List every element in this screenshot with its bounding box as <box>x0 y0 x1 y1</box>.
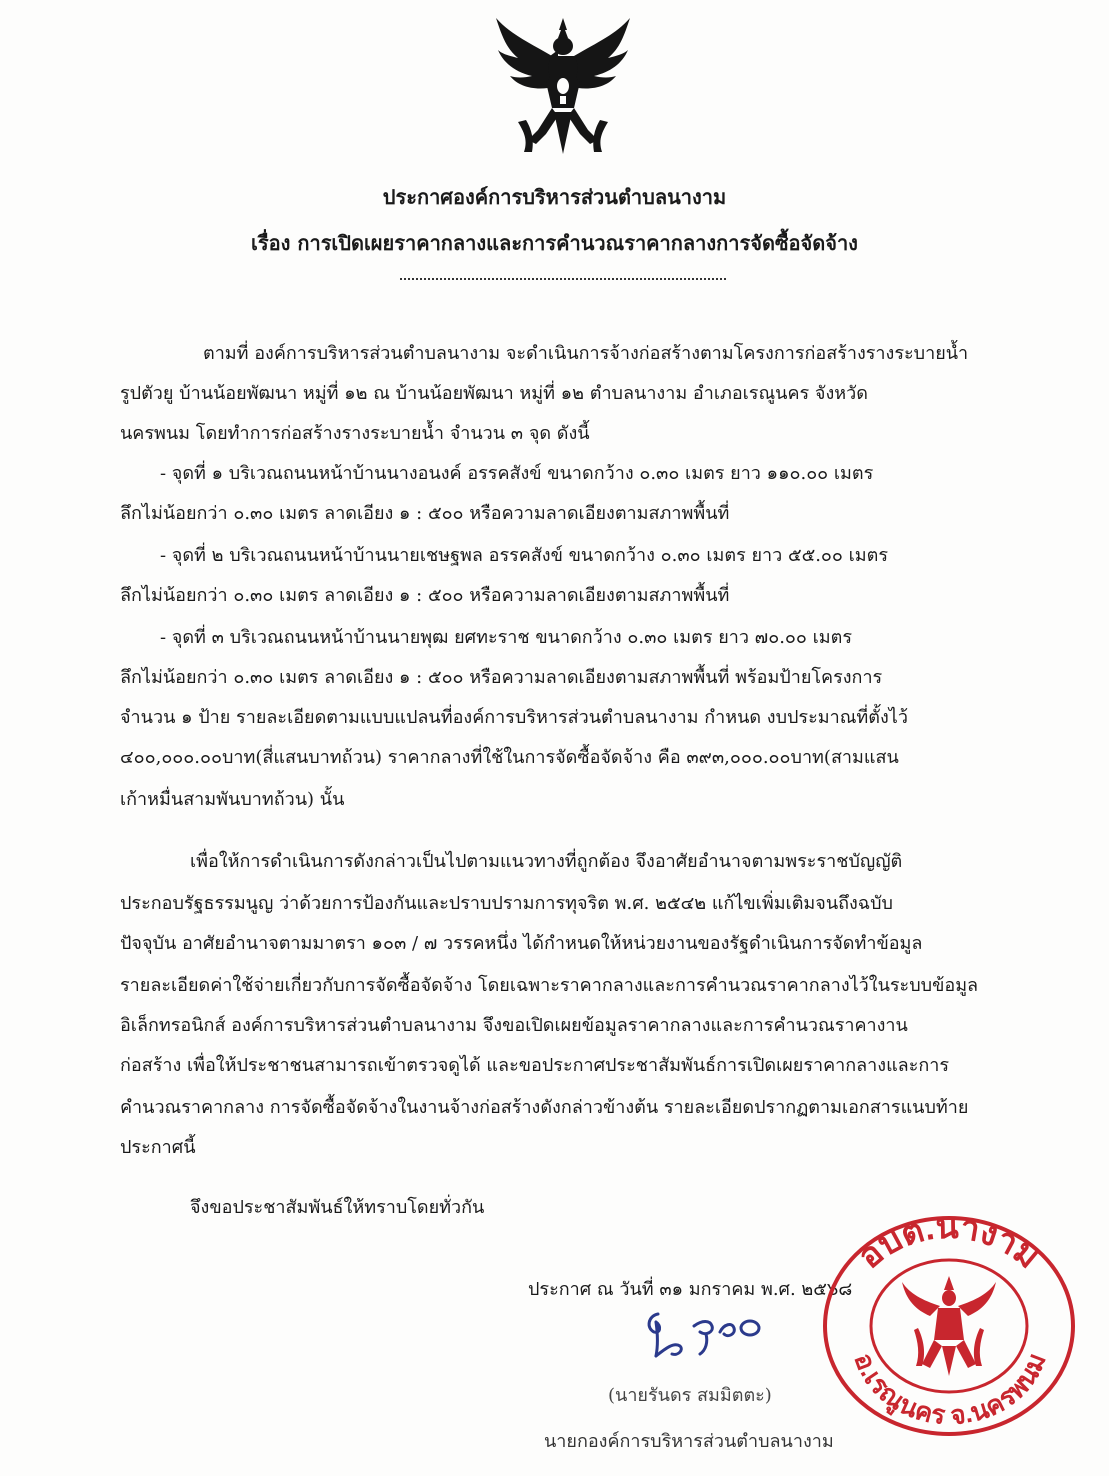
paragraph-2-line: อิเล็กทรอนิกส์ องค์การบริหารส่วนตำบลนางาม จึงขอเปิดเผยข้อมูลราคากลางและการคำนวณราคางาน <box>120 1015 908 1036</box>
paragraph-2-line: ประกอบรัฐธรรมนูญ ว่าด้วยการป้องกันและปราบปรามการทุจริต พ.ศ. ๒๕๔๒ แก้ไขเพิ่มเติมจนถึงฉบับ <box>120 893 893 914</box>
paragraph-1-line: ตามที่ องค์การบริหารส่วนตำบลนางาม จะดำเนินการจ้างก่อสร้างตามโครงการก่อสร้างรางระบายน้ำ <box>203 343 969 364</box>
paragraph-2-line: ประกาศนี้ <box>120 1137 196 1158</box>
announcement-title: ประกาศองค์การบริหารส่วนตำบลนางาม <box>382 185 727 209</box>
paragraph-1-line: รูปตัวยู บ้านน้อยพัฒนา หมู่ที่ ๑๒ ณ บ้านน้อยพัฒนา หมู่ที่ ๑๒ ตำบลนางาม อำเภอเรณูนคร จังหวัด <box>120 383 868 404</box>
paragraph-1-line: ๔๐๐,๐๐๐.๐๐บาท(สี่แสนบาทถ้วน) ราคากลางที่ใช้ในการจัดซื้อจัดจ้าง คือ ๓๙๓,๐๐๐.๐๐บาท(สามแสน <box>120 747 899 768</box>
announcement-date: ประกาศ ณ วันที่ ๓๑ มกราคม พ.ศ. ๒๕๖๘ <box>528 1279 853 1300</box>
seal-bottom-text: อ.เรณูนคร จ.นครพนม <box>848 1348 1052 1431</box>
paragraph-2-line: ก่อสร้าง เพื่อให้ประชาชนสามารถเข้าตรวจดูได้ และขอประกาศประชาสัมพันธ์การเปิดเผยราคากลางและการ <box>120 1055 950 1076</box>
dotted-divider <box>400 278 726 280</box>
signer-name: (นายรันดร สมมิตตะ) <box>608 1385 772 1406</box>
garuda-emblem-icon <box>488 12 638 162</box>
seal-top-text: อบต.นางาม <box>850 1210 1048 1277</box>
svg-text:อบต.นางาม <box>851 1210 1047 1276</box>
paragraph-1-line: ลึกไม่น้อยกว่า ๐.๓๐ เมตร ลาดเอียง ๑ : ๕๐๐ หรือความลาดเอียงตามสภาพพื้นที่ <box>120 585 730 606</box>
paragraph-2-line: เพื่อให้การดำเนินการดังกล่าวเป็นไปตามแนวทางที่ถูกต้อง จึงอาศัยอำนาจตามพระราชบัญญัติ <box>190 851 903 872</box>
handwritten-signature <box>640 1302 770 1362</box>
closing-statement: จึงขอประชาสัมพันธ์ให้ทราบโดยทั่วกัน <box>190 1197 485 1218</box>
paragraph-1-line: จำนวน ๑ ป้าย รายละเอียดตามแบบแปลนที่องค์การบริหารส่วนตำบลนางาม กำหนด งบประมาณที่ตั้งไว้ <box>120 707 908 728</box>
paragraph-1-line: - จุดที่ ๓ บริเวณถนนหน้าบ้านนายพุฒ ยศทะราช ขนาดกว้าง ๐.๓๐ เมตร ยาว ๗๐.๐๐ เมตร <box>160 627 852 648</box>
announcement-subject: เรื่อง การเปิดเผยราคากลางและการคำนวณราคากลางการจัดซื้อจัดจ้าง <box>251 231 858 255</box>
paragraph-1-line: ลึกไม่น้อยกว่า ๐.๓๐ เมตร ลาดเอียง ๑ : ๕๐๐ หรือความลาดเอียงตามสภาพพื้นที่ <box>120 503 730 524</box>
paragraph-2-line: รายละเอียดค่าใช้จ่ายเกี่ยวกับการจัดซื้อจัดจ้าง โดยเฉพาะราคากลางและการคำนวณราคากลางไว้ในระบบข้อมูล <box>120 975 979 996</box>
paragraph-1-line: - จุดที่ ๑ บริเวณถนนหน้าบ้านนางอนงค์ อรรคสังข์ ขนาดกว้าง ๐.๓๐ เมตร ยาว ๑๑๐.๐๐ เมตร <box>160 463 874 484</box>
signer-position: นายกองค์การบริหารส่วนตำบลนางาม <box>544 1431 834 1452</box>
paragraph-1-line: นครพนม โดยทำการก่อสร้างรางระบายน้ำ จำนวน ๓ จุด ดังนี้ <box>120 423 590 444</box>
paragraph-2-line: คำนวณราคากลาง การจัดซื้อจัดจ้างในงานจ้างก่อสร้างดังกล่าวข้างต้น รายละเอียดปรากฏตามเอกสารแนบท้าย <box>120 1097 969 1118</box>
official-seal-stamp <box>818 1210 1080 1442</box>
paragraph-2-line: ปัจจุบัน อาศัยอำนาจตามมาตรา ๑๐๓ / ๗ วรรคหนึ่ง ได้กำหนดให้หน่วยงานของรัฐดำเนินการจัดทำข้อมูล <box>120 933 923 954</box>
paragraph-1-line: ลึกไม่น้อยกว่า ๐.๓๐ เมตร ลาดเอียง ๑ : ๕๐๐ หรือความลาดเอียงตามสภาพพื้นที่ พร้อมป้ายโครงการ <box>120 667 883 688</box>
paragraph-1-line: เก้าหมื่นสามพันบาทถ้วน) นั้น <box>120 789 345 810</box>
paragraph-1-line: - จุดที่ ๒ บริเวณถนนหน้าบ้านนายเชษฐพล อรรคสังข์ ขนาดกว้าง ๐.๓๐ เมตร ยาว ๕๕.๐๐ เมตร <box>160 545 888 566</box>
